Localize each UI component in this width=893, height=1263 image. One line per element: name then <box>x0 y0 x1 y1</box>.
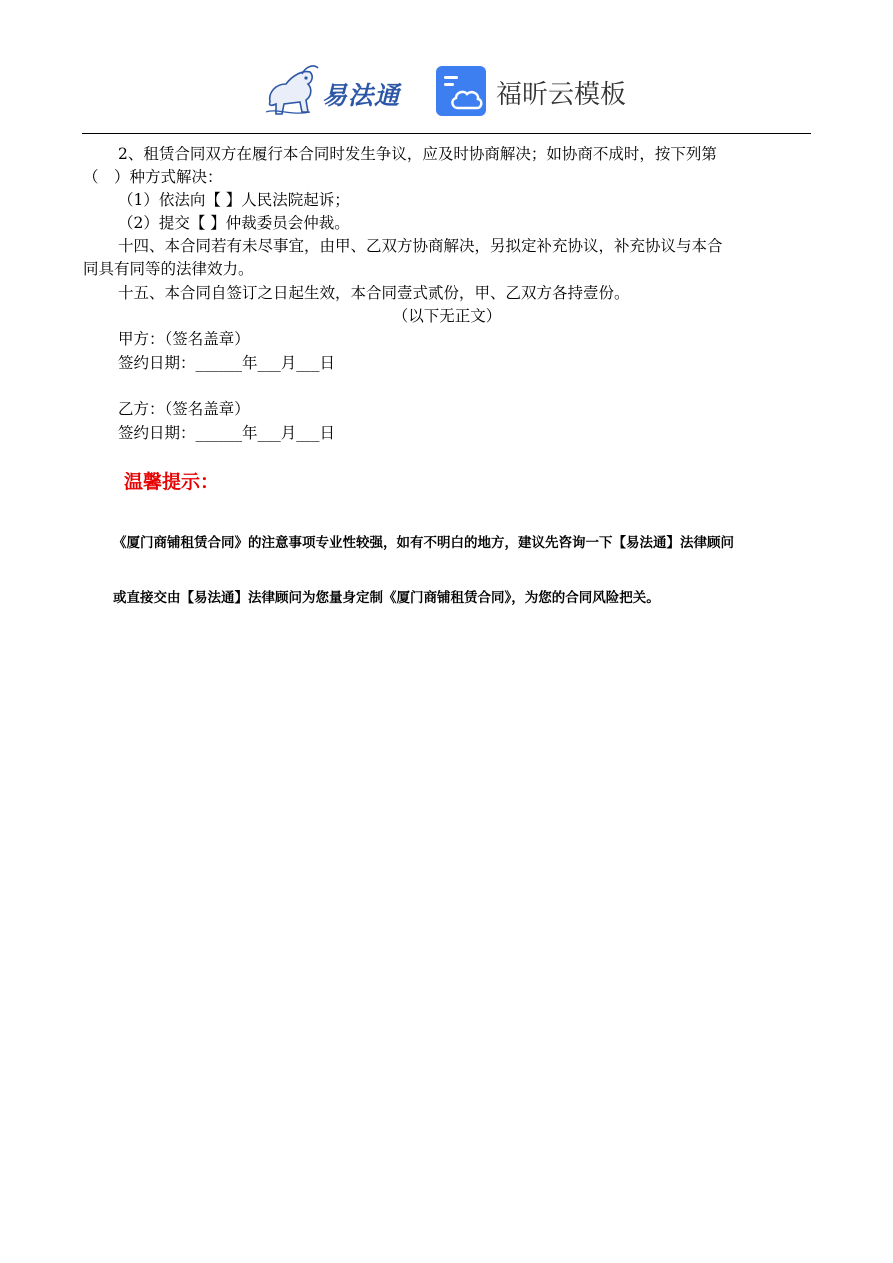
clause-line: 2、租赁合同双方在履行本合同时发生争议，应及时协商解决；如协商不成时，按下列第 <box>118 145 717 163</box>
party-b-date: 签约日期：______年___月___日 <box>118 424 336 442</box>
horse-mascot-icon <box>262 62 324 118</box>
tip-text-line: 《厦门商铺租赁合同》的注意事项专业性较强，如有不明白的地方，建议先咨询一下【易法通】法律顾问 <box>113 535 734 551</box>
clause-line: （1）依法向【 】人民法院起诉； <box>118 191 350 209</box>
end-note: （以下无正文） <box>392 307 502 325</box>
clause-line: 十五、本合同自签订之日起生效，本合同壹式贰份，甲、乙双方各持壹份。 <box>118 284 630 302</box>
clause-line: （ ）种方式解决： <box>83 168 223 186</box>
header-divider <box>82 133 811 134</box>
fuxin-brand-text: 福昕云模板 <box>496 80 627 110</box>
party-b-signature: 乙方：（签名盖章） <box>118 400 250 418</box>
yifatong-brand-text: 易法通 <box>322 81 401 110</box>
yifatong-logo <box>262 62 412 118</box>
page-header <box>0 0 893 130</box>
tip-text-line: 或直接交由【易法通】法律顾问为您量身定制《厦门商铺租赁合同》，为您的合同风险把关。 <box>113 590 660 606</box>
clause-line: （2）提交【 】仲裁委员会仲裁。 <box>118 214 350 232</box>
party-a-signature: 甲方：（签名盖章） <box>118 330 250 348</box>
clause-line: 十四、本合同若有未尽事宜，由甲、乙双方协商解决，另拟定补充协议，补充协议与本合 <box>118 237 723 255</box>
cloud-template-icon <box>436 66 486 116</box>
clause-line: 同具有同等的法律效力。 <box>83 260 254 278</box>
party-a-date: 签约日期：______年___月___日 <box>118 354 336 372</box>
tip-title: 温馨提示： <box>124 471 220 493</box>
